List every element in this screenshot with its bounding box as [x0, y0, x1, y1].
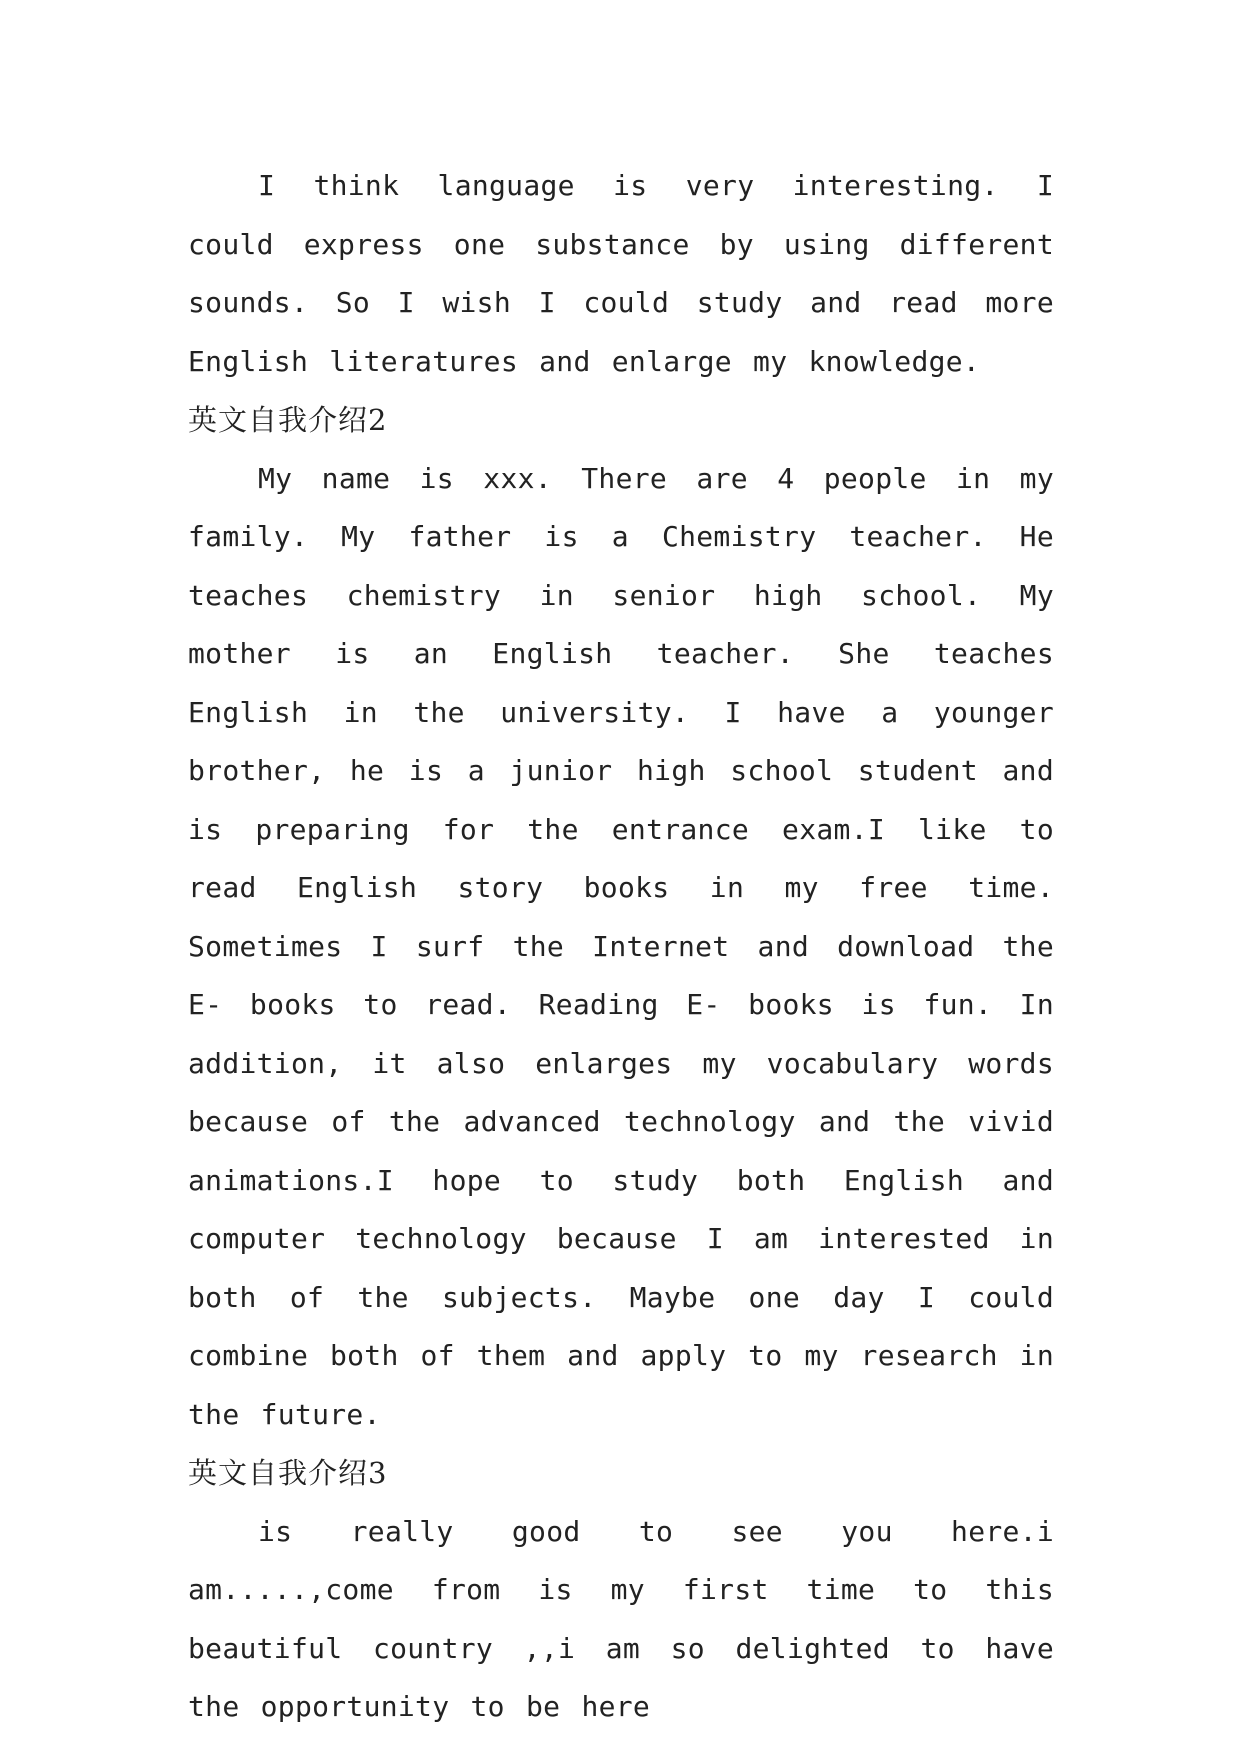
- document-body: [188, 157, 1054, 1737]
- paragraph-greeting: is really good to see you here.i am.....,come from is my first time to this beautiful country ,,i am so delighted to have the opportunity to be here: [188, 1514, 1054, 1723]
- section-heading-2: 英文自我介绍2: [188, 403, 388, 437]
- section-heading-3: 英文自我介绍3: [188, 1456, 388, 1490]
- paragraph-family-introduction: My name is xxx. There are 4 people in my family. My father is a Chemistry teacher. He teaches chemistry in senior high school. My mother is an English teacher. She teaches English in the university. I have a younger brother, he is a junior high school student and is preparing for the entrance exam.I like to read English story books in my free time. Sometimes I surf the Internet and download the E- books to read. Reading E- books is fun. In addition, it also enlarges my vocabulary words because of the advanced technology and the vivid animations.I hope to study both English and computer technology because I am interested in both of the subjects. Maybe one day I could combine both of them and apply to my research in the future.: [188, 461, 1054, 1431]
- paragraph-language-interest: I think language is very interesting. I could express one substance by using different sounds. So I wish I could study and read more English literatures and enlarge my knowledge.: [188, 169, 1054, 378]
